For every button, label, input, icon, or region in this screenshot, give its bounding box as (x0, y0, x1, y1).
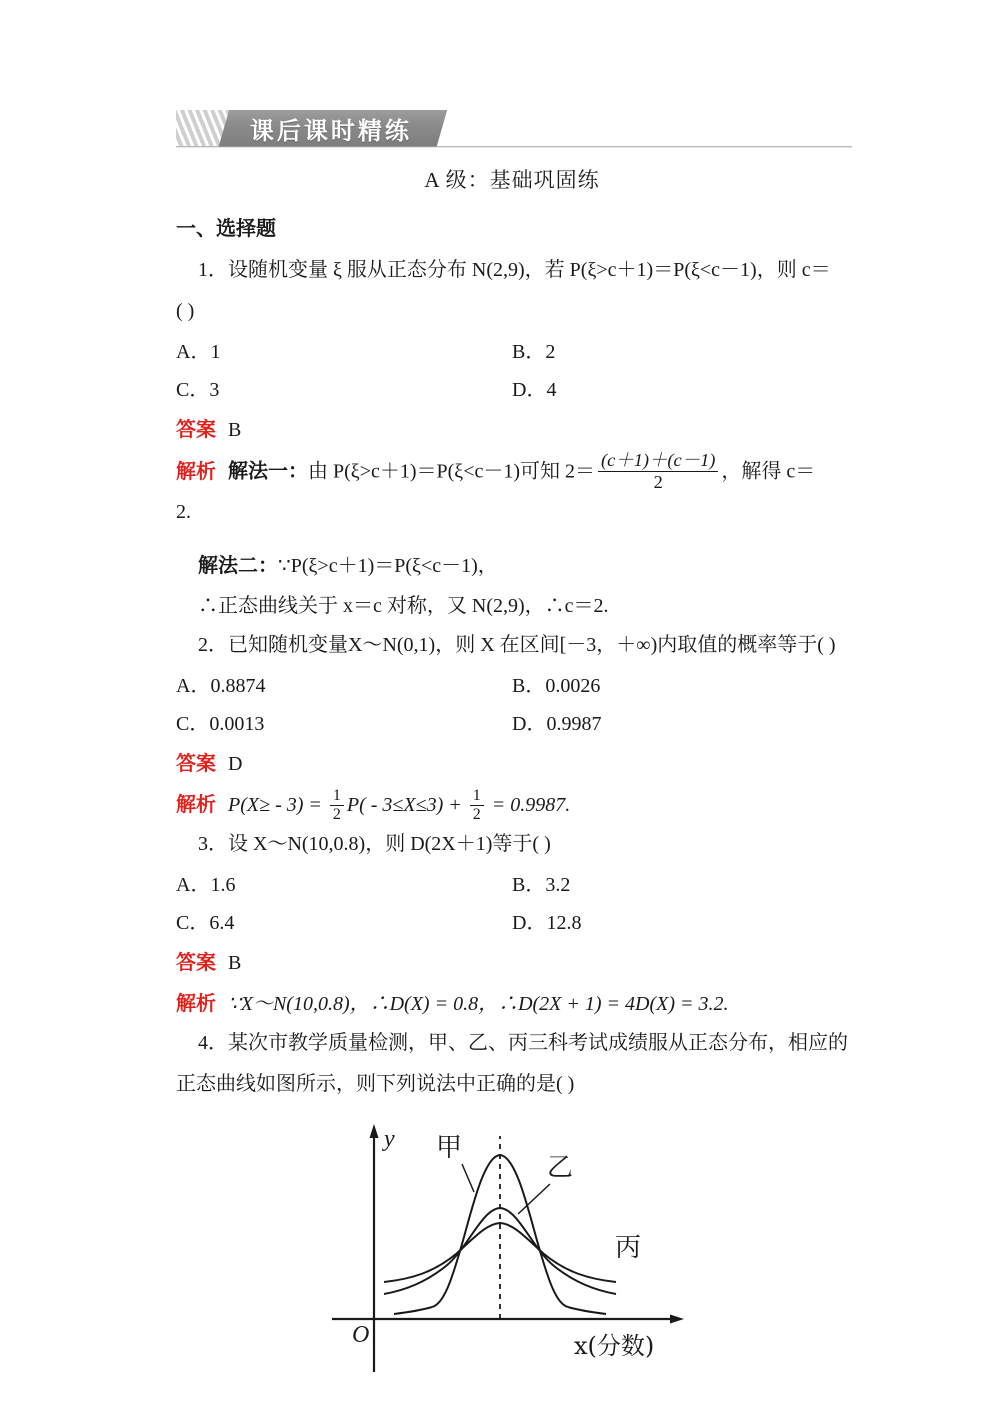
q2-fraction-2-numerator: 1 (472, 787, 481, 805)
q3-options-row2 (176, 904, 848, 942)
q1-analysis-head: 解法一： (228, 460, 308, 483)
q3-analysis-text: ∵X～N(10,0.8)，∴D(X) = 0.8，∴D(2X + 1) = 4D(X) = 3.2. (228, 993, 729, 1016)
q3-option-c[interactable]: C．6.4 (176, 912, 235, 935)
q1-option-d[interactable]: D．4 (512, 379, 557, 401)
q2-options-row2 (176, 705, 848, 743)
curve-label-jia: 甲 (435, 1133, 463, 1164)
origin-label: O (352, 1322, 370, 1349)
banner-rule (176, 146, 852, 148)
q3-option-d[interactable]: D．12.8 (512, 912, 582, 935)
q2-option-d[interactable]: D．0.9987 (512, 713, 602, 736)
q3-option-b[interactable]: B．3.2 (512, 874, 571, 897)
q2-analysis-part3: = 0.9987. (486, 794, 571, 817)
leader-line-jia (462, 1164, 474, 1192)
q2-options-row1 (176, 667, 848, 705)
q2-analysis-line (176, 784, 848, 825)
q4-stem-line1: 4．某次市教学质量检测，甲、乙、丙三科考试成绩服从正态分布，相应的 (198, 1032, 848, 1055)
q2-answer-value: D (228, 753, 243, 776)
question-1 (176, 251, 848, 626)
q1-options-row1 (176, 333, 848, 371)
q1-analysis-text2: ，解得 c＝ (721, 460, 816, 483)
q1-fraction-numerator: (c＋1)＋(c－1) (601, 450, 716, 470)
q1-options-row2 (176, 371, 848, 409)
q2-fraction-1 (330, 787, 344, 824)
q1-analysis2-text1: ∵P(ξ>c＋1)＝P(ξ<c－1)， (278, 555, 498, 578)
q1-analysis2-line2 (176, 586, 848, 626)
q1-option-a[interactable]: A．1 (176, 341, 221, 363)
q1-analysis2-line1 (176, 546, 848, 586)
section-heading: 一、选择题 (176, 218, 276, 240)
q1-option-b[interactable]: B．2 (512, 341, 556, 363)
y-axis (370, 1124, 379, 1372)
level-title: A 级：基础巩固练 (424, 168, 600, 192)
curve-label-yi: 乙 (546, 1153, 574, 1184)
q1-stem-line2: ( ) (176, 300, 195, 322)
q2-option-a[interactable]: A．0.8874 (176, 675, 266, 698)
x-axis (332, 1315, 684, 1324)
q3-options-row1 (176, 866, 848, 904)
q1-fraction-denominator: 2 (598, 471, 718, 493)
curve-label-bing: 丙 (614, 1233, 642, 1264)
q2-analysis-label: 解析 (176, 792, 216, 817)
question-2 (176, 626, 848, 825)
q2-stem: 2．已知随机变量X～N(0,1)，则 X 在区间[－3，＋∞)内取值的概率等于( ) (198, 634, 836, 657)
q3-option-a[interactable]: A．1.6 (176, 874, 236, 897)
q2-fraction-2 (470, 787, 484, 824)
q3-answer-line (176, 942, 848, 983)
q3-stem: 3．设 X～N(10,0.8)，则 D(2X＋1)等于( ) (198, 833, 551, 856)
question-3 (176, 825, 848, 1024)
q1-analysis-line (176, 450, 848, 492)
curve-yi (384, 1208, 616, 1294)
q2-fraction-2-denominator: 2 (470, 805, 484, 824)
banner-title: 课后课时精练 (250, 115, 412, 145)
section-banner (176, 104, 848, 150)
curve-jia-tail-right (568, 1307, 606, 1314)
q2-analysis-part1: P(X≥ - 3) = (228, 794, 327, 817)
q3-analysis-line (176, 983, 848, 1024)
question-4 (176, 1024, 848, 1104)
curve-bing (384, 1223, 616, 1282)
q2-fraction-1-numerator: 1 (332, 787, 341, 805)
q2-answer-line (176, 743, 848, 784)
q4-stem-line2: 正态曲线如图所示，则下列说法中正确的是( ) (176, 1073, 575, 1096)
q1-analysis-text1: 由 P(ξ>c＋1)＝P(ξ<c－1)可知 2＝ (308, 460, 596, 483)
normal-curves-figure (176, 1114, 848, 1384)
q2-fraction-1-denominator: 2 (330, 805, 344, 824)
q2-option-c[interactable]: C．0.0013 (176, 713, 265, 736)
q1-analysis2-text2: ∴正态曲线关于 x＝c 对称，又 N(2,9)，∴c＝2. (198, 595, 609, 618)
page-content (176, 104, 848, 1384)
q2-analysis-part2: P( - 3≤X≤3) + (346, 794, 467, 817)
x-axis-label: x(分数) (574, 1332, 655, 1361)
q2-option-b[interactable]: B．0.0026 (512, 675, 601, 698)
banner-tag (219, 110, 447, 146)
q1-stem-line1: 1．设随机变量 ξ 服从正态分布 N(2,9)，若 P(ξ>c＋1)＝P(ξ<c－1)，则 c＝ (198, 259, 831, 281)
q3-answer-value: B (228, 952, 242, 975)
q1-answer-label: 答案 (176, 417, 216, 441)
q1-fraction (598, 450, 718, 492)
q1-analysis-label: 解析 (176, 458, 216, 483)
q1-answer-line (176, 409, 848, 450)
q1-option-c[interactable]: C．3 (176, 379, 220, 401)
q1-analysis-wrap: 2. (176, 501, 191, 524)
q1-answer-value: B (228, 419, 242, 441)
curve-jia-tail-left (394, 1307, 432, 1314)
q2-answer-label: 答案 (176, 751, 216, 776)
q1-analysis2-head: 解法二： (198, 555, 278, 578)
y-axis-label: y (384, 1126, 395, 1153)
figure-svg (322, 1114, 702, 1384)
q3-analysis-label: 解析 (176, 991, 216, 1016)
q3-answer-label: 答案 (176, 950, 216, 975)
